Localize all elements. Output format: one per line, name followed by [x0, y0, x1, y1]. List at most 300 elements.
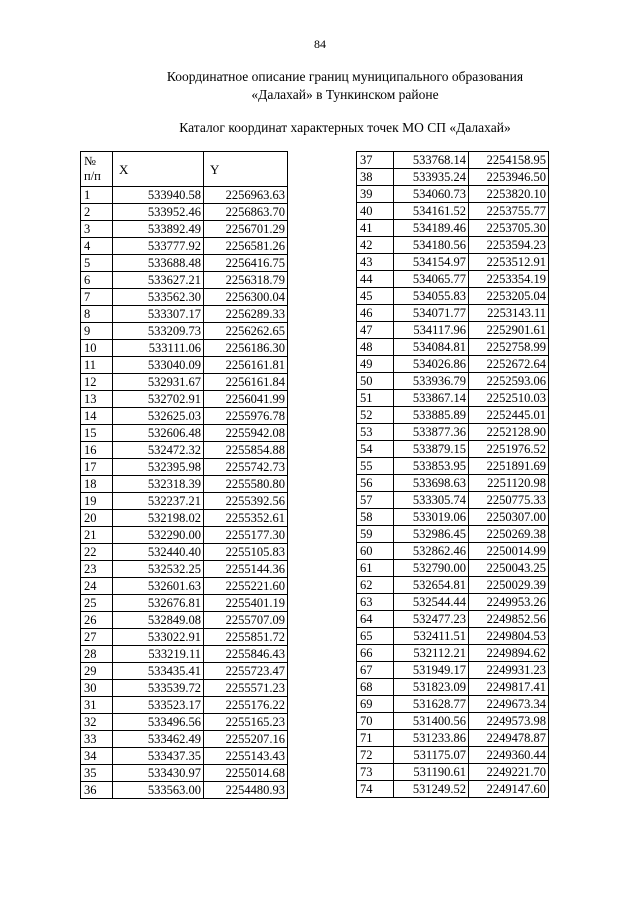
point-number: 29	[81, 663, 113, 680]
x-coordinate: 533305.74	[394, 492, 469, 509]
x-coordinate: 532198.02	[113, 510, 204, 527]
y-coordinate: 2249221.70	[469, 764, 549, 781]
y-coordinate: 2255105.83	[204, 544, 288, 561]
y-coordinate: 2252593.06	[469, 373, 549, 390]
y-coordinate: 2249573.98	[469, 713, 549, 730]
table-row	[81, 289, 288, 306]
y-coordinate: 2256186.30	[204, 340, 288, 357]
x-coordinate: 534117.96	[394, 322, 469, 339]
x-coordinate: 533562.30	[113, 289, 204, 306]
point-number: 39	[357, 186, 394, 203]
table-row	[357, 288, 549, 305]
x-coordinate: 532702.91	[113, 391, 204, 408]
y-coordinate: 2251120.98	[469, 475, 549, 492]
table-row	[81, 459, 288, 476]
table-row	[81, 442, 288, 459]
point-number: 22	[81, 544, 113, 561]
x-coordinate: 532790.00	[394, 560, 469, 577]
point-number: 62	[357, 577, 394, 594]
y-coordinate: 2254158.95	[469, 152, 549, 169]
point-number: 54	[357, 441, 394, 458]
point-number: 27	[81, 629, 113, 646]
point-number: 30	[81, 680, 113, 697]
y-coordinate: 2253512.91	[469, 254, 549, 271]
y-coordinate: 2249478.87	[469, 730, 549, 747]
x-coordinate: 533523.17	[113, 697, 204, 714]
y-coordinate: 2249817.41	[469, 679, 549, 696]
table-row	[81, 731, 288, 748]
x-coordinate: 533019.06	[394, 509, 469, 526]
point-number: 4	[81, 238, 113, 255]
table-row	[357, 186, 549, 203]
header-y: Y	[204, 152, 288, 187]
point-number: 51	[357, 390, 394, 407]
table-row	[81, 748, 288, 765]
table-row	[357, 509, 549, 526]
table-row	[81, 629, 288, 646]
y-coordinate: 2253820.10	[469, 186, 549, 203]
x-coordinate: 531175.07	[394, 747, 469, 764]
y-coordinate: 2255165.23	[204, 714, 288, 731]
table-row	[357, 781, 549, 798]
table-row	[357, 203, 549, 220]
x-coordinate: 532544.44	[394, 594, 469, 611]
point-number: 35	[81, 765, 113, 782]
table-row	[81, 272, 288, 289]
table-row	[357, 645, 549, 662]
header-number	[81, 152, 113, 187]
table-row	[81, 408, 288, 425]
table-row	[81, 714, 288, 731]
y-coordinate: 2249894.62	[469, 645, 549, 662]
x-coordinate: 533307.17	[113, 306, 204, 323]
y-coordinate: 2249852.56	[469, 611, 549, 628]
point-number: 20	[81, 510, 113, 527]
y-coordinate: 2250029.39	[469, 577, 549, 594]
table-row	[357, 305, 549, 322]
y-coordinate: 2255976.78	[204, 408, 288, 425]
y-coordinate: 2255851.72	[204, 629, 288, 646]
y-coordinate: 2249673.34	[469, 696, 549, 713]
table-row	[357, 628, 549, 645]
table-row	[81, 527, 288, 544]
table-row	[357, 322, 549, 339]
y-coordinate: 2252128.90	[469, 424, 549, 441]
x-coordinate: 532290.00	[113, 527, 204, 544]
y-coordinate: 2256416.75	[204, 255, 288, 272]
point-number: 25	[81, 595, 113, 612]
table-row	[81, 238, 288, 255]
y-coordinate: 2255392.56	[204, 493, 288, 510]
y-coordinate: 2255143.43	[204, 748, 288, 765]
table-row	[357, 373, 549, 390]
x-coordinate: 533496.56	[113, 714, 204, 731]
y-coordinate: 2256701.29	[204, 221, 288, 238]
point-number: 21	[81, 527, 113, 544]
y-coordinate: 2256289.33	[204, 306, 288, 323]
point-number: 6	[81, 272, 113, 289]
table-row	[81, 680, 288, 697]
table-row	[357, 356, 549, 373]
y-coordinate: 2253594.23	[469, 237, 549, 254]
y-coordinate: 2255221.60	[204, 578, 288, 595]
x-coordinate: 533437.35	[113, 748, 204, 765]
header-number-symbol: №	[84, 154, 96, 168]
header-x: X	[113, 152, 204, 187]
point-number: 71	[357, 730, 394, 747]
table-row	[357, 747, 549, 764]
point-number: 10	[81, 340, 113, 357]
table-row	[81, 391, 288, 408]
x-coordinate: 533768.14	[394, 152, 469, 169]
point-number: 9	[81, 323, 113, 340]
point-number: 56	[357, 475, 394, 492]
x-coordinate: 534060.73	[394, 186, 469, 203]
point-number: 52	[357, 407, 394, 424]
point-number: 24	[81, 578, 113, 595]
table-row	[81, 187, 288, 204]
x-coordinate: 532625.03	[113, 408, 204, 425]
point-number: 7	[81, 289, 113, 306]
point-number: 12	[81, 374, 113, 391]
y-coordinate: 2250775.33	[469, 492, 549, 509]
table-row	[357, 713, 549, 730]
table-row	[81, 510, 288, 527]
y-coordinate: 2250043.25	[469, 560, 549, 577]
y-coordinate: 2256262.65	[204, 323, 288, 340]
table-row	[81, 476, 288, 493]
point-number: 49	[357, 356, 394, 373]
point-number: 44	[357, 271, 394, 288]
y-coordinate: 2249931.23	[469, 662, 549, 679]
table-row	[81, 374, 288, 391]
y-coordinate: 2249804.53	[469, 628, 549, 645]
x-coordinate: 531233.86	[394, 730, 469, 747]
x-coordinate: 533209.73	[113, 323, 204, 340]
y-coordinate: 2255580.80	[204, 476, 288, 493]
point-number: 11	[81, 357, 113, 374]
x-coordinate: 533219.11	[113, 646, 204, 663]
point-number: 45	[357, 288, 394, 305]
y-coordinate: 2255176.22	[204, 697, 288, 714]
x-coordinate: 531249.52	[394, 781, 469, 798]
y-coordinate: 2255942.08	[204, 425, 288, 442]
table-row	[357, 169, 549, 186]
point-number: 53	[357, 424, 394, 441]
y-coordinate: 2252758.99	[469, 339, 549, 356]
point-number: 67	[357, 662, 394, 679]
table-row	[81, 612, 288, 629]
table-body-right	[357, 152, 549, 798]
y-coordinate: 2255854.88	[204, 442, 288, 459]
table-row	[357, 611, 549, 628]
x-coordinate: 533777.92	[113, 238, 204, 255]
point-number: 74	[357, 781, 394, 798]
x-coordinate: 531190.61	[394, 764, 469, 781]
table-row	[81, 782, 288, 799]
x-coordinate: 532237.21	[113, 493, 204, 510]
header-number-abbrev: п/п	[84, 169, 101, 183]
table-row	[81, 646, 288, 663]
point-number: 19	[81, 493, 113, 510]
point-number: 42	[357, 237, 394, 254]
x-coordinate: 531400.56	[394, 713, 469, 730]
x-coordinate: 533952.46	[113, 204, 204, 221]
x-coordinate: 533627.21	[113, 272, 204, 289]
table-row	[357, 271, 549, 288]
y-coordinate: 2252901.61	[469, 322, 549, 339]
table-row	[357, 339, 549, 356]
x-coordinate: 533853.95	[394, 458, 469, 475]
point-number: 37	[357, 152, 394, 169]
point-number: 57	[357, 492, 394, 509]
point-number: 47	[357, 322, 394, 339]
y-coordinate: 2253946.50	[469, 169, 549, 186]
table-row	[357, 662, 549, 679]
x-coordinate: 532606.48	[113, 425, 204, 442]
x-coordinate: 532601.63	[113, 578, 204, 595]
page-number: 84	[314, 37, 326, 51]
x-coordinate: 533462.49	[113, 731, 204, 748]
table-row	[81, 204, 288, 221]
table-row	[81, 306, 288, 323]
table-row	[81, 323, 288, 340]
x-coordinate: 534065.77	[394, 271, 469, 288]
table-row	[357, 407, 549, 424]
table-row	[81, 765, 288, 782]
y-coordinate: 2253705.30	[469, 220, 549, 237]
y-coordinate: 2253143.11	[469, 305, 549, 322]
point-number: 23	[81, 561, 113, 578]
table-row	[357, 492, 549, 509]
table-row	[81, 595, 288, 612]
y-coordinate: 2249953.26	[469, 594, 549, 611]
y-coordinate: 2256161.81	[204, 357, 288, 374]
point-number: 40	[357, 203, 394, 220]
x-coordinate: 533892.49	[113, 221, 204, 238]
x-coordinate: 533022.91	[113, 629, 204, 646]
point-number: 2	[81, 204, 113, 221]
x-coordinate: 532440.40	[113, 544, 204, 561]
point-number: 64	[357, 611, 394, 628]
point-number: 50	[357, 373, 394, 390]
x-coordinate: 533936.79	[394, 373, 469, 390]
table-row	[357, 730, 549, 747]
point-number: 15	[81, 425, 113, 442]
y-coordinate: 2256963.63	[204, 187, 288, 204]
point-number: 38	[357, 169, 394, 186]
table-row	[81, 340, 288, 357]
y-coordinate: 2255177.30	[204, 527, 288, 544]
y-coordinate: 2253354.19	[469, 271, 549, 288]
y-coordinate: 2256581.26	[204, 238, 288, 255]
y-coordinate: 2256161.84	[204, 374, 288, 391]
y-coordinate: 2255401.19	[204, 595, 288, 612]
x-coordinate: 532532.25	[113, 561, 204, 578]
point-number: 55	[357, 458, 394, 475]
y-coordinate: 2256300.04	[204, 289, 288, 306]
x-coordinate: 532986.45	[394, 526, 469, 543]
x-coordinate: 532112.21	[394, 645, 469, 662]
point-number: 46	[357, 305, 394, 322]
x-coordinate: 533430.97	[113, 765, 204, 782]
point-number: 70	[357, 713, 394, 730]
table-row	[357, 526, 549, 543]
point-number: 13	[81, 391, 113, 408]
table-row	[81, 663, 288, 680]
table-row	[81, 357, 288, 374]
table-row	[357, 441, 549, 458]
x-coordinate: 532862.46	[394, 543, 469, 560]
point-number: 28	[81, 646, 113, 663]
y-coordinate: 2249147.60	[469, 781, 549, 798]
table-row	[81, 255, 288, 272]
document-heading	[100, 68, 590, 104]
point-number: 33	[81, 731, 113, 748]
point-number: 69	[357, 696, 394, 713]
x-coordinate: 533539.72	[113, 680, 204, 697]
x-coordinate: 532477.23	[394, 611, 469, 628]
x-coordinate: 533698.63	[394, 475, 469, 492]
y-coordinate: 2256318.79	[204, 272, 288, 289]
y-coordinate: 2250014.99	[469, 543, 549, 560]
table-row	[81, 493, 288, 510]
table-row	[357, 237, 549, 254]
point-number: 17	[81, 459, 113, 476]
table-body-left	[81, 187, 288, 799]
point-number: 18	[81, 476, 113, 493]
y-coordinate: 2255742.73	[204, 459, 288, 476]
point-number: 32	[81, 714, 113, 731]
coordinates-table-right	[356, 151, 549, 798]
x-coordinate: 532318.39	[113, 476, 204, 493]
point-number: 48	[357, 339, 394, 356]
x-coordinate: 531628.77	[394, 696, 469, 713]
y-coordinate: 2250307.00	[469, 509, 549, 526]
x-coordinate: 533688.48	[113, 255, 204, 272]
y-coordinate: 2252672.64	[469, 356, 549, 373]
y-coordinate: 2255144.36	[204, 561, 288, 578]
point-number: 5	[81, 255, 113, 272]
point-number: 34	[81, 748, 113, 765]
x-coordinate: 531949.17	[394, 662, 469, 679]
x-coordinate: 534055.83	[394, 288, 469, 305]
table-row	[357, 696, 549, 713]
heading-line-1: Координатное описание границ муниципального образования	[166, 69, 524, 84]
table-row	[81, 425, 288, 442]
table-row	[81, 561, 288, 578]
point-number: 8	[81, 306, 113, 323]
x-coordinate: 531823.09	[394, 679, 469, 696]
point-number: 61	[357, 560, 394, 577]
point-number: 66	[357, 645, 394, 662]
x-coordinate: 533877.36	[394, 424, 469, 441]
point-number: 73	[357, 764, 394, 781]
table-row	[357, 543, 549, 560]
y-coordinate: 2253755.77	[469, 203, 549, 220]
point-number: 14	[81, 408, 113, 425]
catalog-title: Каталог координат характерных точек МО СП «Далахай»	[179, 120, 511, 135]
point-number: 1	[81, 187, 113, 204]
table-row	[357, 152, 549, 169]
y-coordinate: 2255571.23	[204, 680, 288, 697]
point-number: 41	[357, 220, 394, 237]
y-coordinate: 2255707.09	[204, 612, 288, 629]
point-number: 36	[81, 782, 113, 799]
x-coordinate: 534161.52	[394, 203, 469, 220]
x-coordinate: 533935.24	[394, 169, 469, 186]
y-coordinate: 2256863.70	[204, 204, 288, 221]
point-number: 3	[81, 221, 113, 238]
point-number: 63	[357, 594, 394, 611]
x-coordinate: 534071.77	[394, 305, 469, 322]
point-number: 59	[357, 526, 394, 543]
table-row	[357, 475, 549, 492]
table-row	[357, 254, 549, 271]
point-number: 72	[357, 747, 394, 764]
x-coordinate: 534084.81	[394, 339, 469, 356]
y-coordinate: 2249360.44	[469, 747, 549, 764]
x-coordinate: 533435.41	[113, 663, 204, 680]
point-number: 58	[357, 509, 394, 526]
x-coordinate: 533879.15	[394, 441, 469, 458]
table-row	[357, 220, 549, 237]
x-coordinate: 532395.98	[113, 459, 204, 476]
y-coordinate: 2252510.03	[469, 390, 549, 407]
x-coordinate: 534026.86	[394, 356, 469, 373]
table-row	[357, 424, 549, 441]
table-row	[357, 390, 549, 407]
x-coordinate: 533867.14	[394, 390, 469, 407]
table-row	[357, 458, 549, 475]
y-coordinate: 2250269.38	[469, 526, 549, 543]
y-coordinate: 2255014.68	[204, 765, 288, 782]
table-row	[81, 578, 288, 595]
point-number: 16	[81, 442, 113, 459]
point-number: 60	[357, 543, 394, 560]
y-coordinate: 2256041.99	[204, 391, 288, 408]
x-coordinate: 533940.58	[113, 187, 204, 204]
point-number: 43	[357, 254, 394, 271]
x-coordinate: 533885.89	[394, 407, 469, 424]
y-coordinate: 2255846.43	[204, 646, 288, 663]
y-coordinate: 2252445.01	[469, 407, 549, 424]
x-coordinate: 534189.46	[394, 220, 469, 237]
point-number: 26	[81, 612, 113, 629]
x-coordinate: 532676.81	[113, 595, 204, 612]
coordinates-table-left	[80, 151, 288, 799]
y-coordinate: 2255207.16	[204, 731, 288, 748]
x-coordinate: 532849.08	[113, 612, 204, 629]
x-coordinate: 533563.00	[113, 782, 204, 799]
table-row	[81, 544, 288, 561]
point-number: 65	[357, 628, 394, 645]
x-coordinate: 534180.56	[394, 237, 469, 254]
y-coordinate: 2254480.93	[204, 782, 288, 799]
table-row	[357, 560, 549, 577]
x-coordinate: 534154.97	[394, 254, 469, 271]
table-row	[81, 697, 288, 714]
x-coordinate: 532931.67	[113, 374, 204, 391]
point-number: 68	[357, 679, 394, 696]
y-coordinate: 2253205.04	[469, 288, 549, 305]
table-row	[357, 764, 549, 781]
y-coordinate: 2255723.47	[204, 663, 288, 680]
table-row	[357, 679, 549, 696]
x-coordinate: 532411.51	[394, 628, 469, 645]
table-row	[81, 221, 288, 238]
y-coordinate: 2251976.52	[469, 441, 549, 458]
